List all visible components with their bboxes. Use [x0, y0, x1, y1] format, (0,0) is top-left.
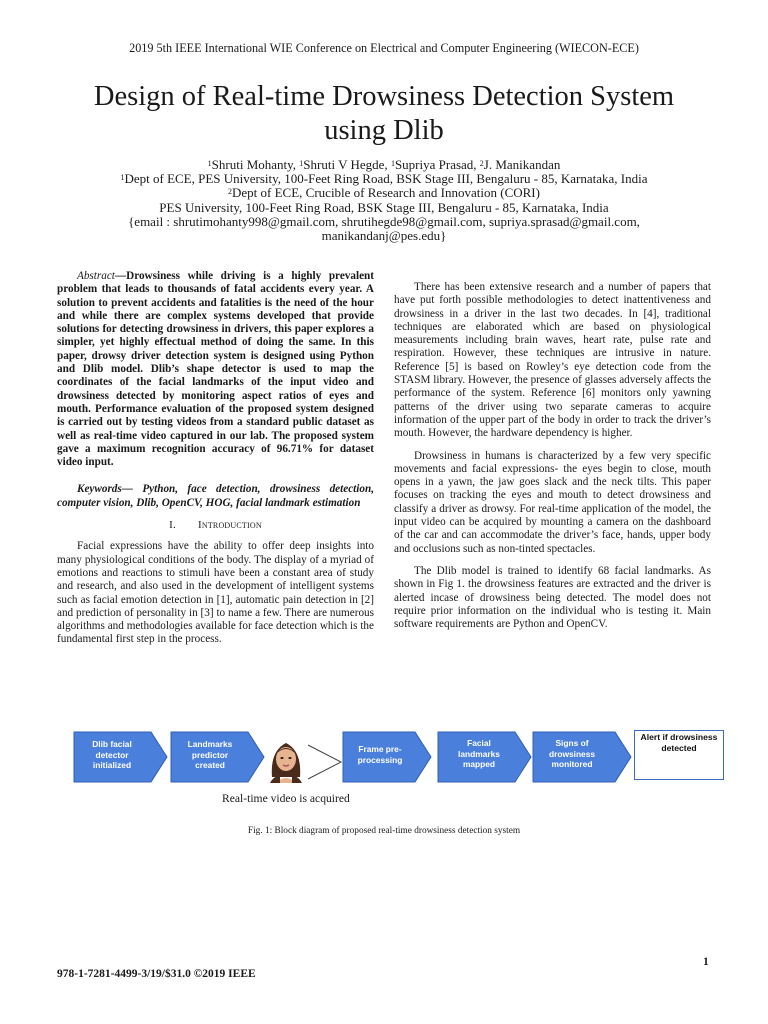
- affiliation-2-sup: 2: [228, 187, 233, 197]
- alert-box: [634, 730, 724, 780]
- author-1-sup: 1: [207, 159, 212, 168]
- page-number: 1: [703, 956, 709, 968]
- affiliation-2-text: Dept of ECE, Crucible of Research and Innovation (CORI): [232, 185, 540, 201]
- block5-line1: Signs of: [555, 738, 589, 748]
- author-4: J. Manikandan: [483, 157, 561, 172]
- block2-line2: predictor: [191, 749, 229, 760]
- block3-line1: Frame pre-: [358, 744, 402, 754]
- emails-line-1: {email : shrutimohanty998@gmail.com, shrutihegde98@gmail.com, supriya.sprasad@gmail.com,: [128, 213, 640, 229]
- alert-line2: detected: [661, 742, 697, 753]
- right-column: [394, 281, 711, 638]
- section-heading-introduction: [57, 519, 374, 532]
- author-1: Shruti Mohanty,: [211, 157, 300, 172]
- affiliation-2: [30, 186, 738, 200]
- block-signs-label: [532, 738, 612, 770]
- author-3: Supriya Prasad,: [394, 157, 480, 172]
- footer-isbn: 978-1-7281-4499-3/19/$31.0 ©2019 IEEE: [57, 968, 256, 980]
- block5-line2: drowsiness: [548, 748, 596, 759]
- block4-line2: landmarks: [458, 748, 500, 759]
- block4-line1: Facial: [467, 738, 491, 748]
- title-line-1: Design of Real-time Drowsiness Detection System: [93, 81, 675, 112]
- right-paragraph-3: The Dlib model is trained to identify 68 facial landmarks. As shown in Fig 1. the drowsiness features are extracted and the driver is alerted incase of drowsiness being detected. The model does not require prior information on the individual who is testing it. Main software requirements are Python and OpenCV.: [394, 564, 711, 631]
- alert-line1: Alert if drowsiness: [640, 732, 718, 742]
- left-column: [57, 270, 374, 654]
- author-block: [30, 158, 738, 243]
- block-frame-preprocessing: [342, 731, 432, 783]
- block1-line2: detector: [95, 749, 129, 760]
- affiliation-1-text: Dept of ECE, PES University, 100-Feet Ring Road, BSK Stage III, Bengaluru - 85, Karnataka, India: [124, 171, 648, 187]
- block-signs-drowsiness: [532, 731, 632, 783]
- abstract: [57, 270, 374, 469]
- author-names: [30, 158, 738, 172]
- author-2: Shruti V Hegde,: [303, 157, 391, 172]
- face-avatar-icon: [266, 737, 306, 783]
- affiliation-1: [30, 172, 738, 186]
- right-paragraph-2: Drowsiness in humans is characterized by a few very specific movements and facial expressions- the eyes begin to close, mouth opens in a yawn, the jaw goes slack and the neck tilts. This paper focuses on tracking the eyes and mouth to detect drowsiness and classify a driver as drowsy. For real-time application of the model, the input video can be acquired by mounting a camera on the dashboard of the car and can accommodate the driver’s face, hands, upper body and occlusions such as non-tinted spectacles.: [394, 449, 711, 555]
- abstract-label: Abstract: [77, 270, 115, 282]
- chevron-connector-icon: [307, 744, 343, 785]
- block-facial-label: [437, 738, 521, 770]
- section-title: Introduction: [197, 519, 262, 532]
- block1-line3: initialized: [92, 760, 132, 770]
- block-facial-landmarks: [437, 731, 532, 783]
- video-caption: Real-time video is acquired: [222, 792, 350, 805]
- block1-line1: Dlib facial: [92, 739, 132, 749]
- title-line-2: using Dlib: [324, 115, 444, 146]
- intro-paragraph: Facial expressions have the ability to offer deep insights into many physiological conditions of the body. The display of a myriad of emotions and reactions to stimuli have been a constant area of study and research, and also used in the development of intelligent systems such as facial emotion detection in [1], automatic pain detection in [2] and prediction of personality in [3] to name a few. There are numerous algorithms and methodologies available for face detection which is the fundamental first step in the process.: [57, 540, 374, 646]
- block-landmarks-label: [170, 739, 250, 771]
- affiliation-1-sup: 1: [120, 173, 125, 183]
- keywords: [57, 483, 374, 510]
- block3-line2: processing: [357, 754, 403, 765]
- block-dlib-detector: [73, 731, 168, 783]
- abstract-text: Drowsiness while driving is a highly prevalent problem that leads to thousands of fatal accidents every year. A solution to prevent accidents and fatalities is the need of the hour and while there are complex systems developed that provide solutions for detecting drowsiness in drivers, this paper explores a simpler, yet highly effectual method of doing the same. In this paper, drowsy driver detection system is designed using Python and Dlib model. Dlib’s shape detector is used to map the coordinates of the facial landmarks of the input video and drowsiness detected by monitoring aspect ratios of eyes and mouth. Performance evaluation of the proposed system designed is carried out by testing videos from a standard public dataset as well as real-time video captured in our lab. The proposed system gave a maximum recognition accuracy of 96.71% for dataset video input.: [57, 270, 374, 469]
- author-3-sup: 1: [390, 159, 395, 168]
- keywords-text: Python, face detection, drowsiness detection, computer vision, Dlib, OpenCV, HOG, facial landmark estimation: [57, 483, 374, 509]
- right-paragraph-1: There has been extensive research and a number of papers that have put forth possible methodologies to detect inattentiveness and drowsiness in a driver in the last two decades. In [4], traditional techniques are elaborated which are based on physiological measurements including brain waves, heart rate, pulse rate and respiration. However, these techniques are intrusive in nature. Reference [5] is based on Rowley’s eye detection code from the STASM library. However, the presence of glasses adversely affects the performance of the system. Reference [6] monitors only yawning patterns of the driver using two separate cameras to acquire information of the upper part of the body in order to track the driver’s mouth. However, the hardware dependency is higher.: [394, 281, 711, 440]
- author-4-sup: 2: [479, 159, 484, 168]
- emails-line-2: manikandanj@pes.edu}: [321, 228, 447, 244]
- keywords-label: Keywords—: [77, 483, 133, 496]
- abstract-dash: —: [114, 270, 127, 282]
- block2-line3: created: [195, 760, 225, 770]
- conference-header: 2019 5th IEEE International WIE Conference on Electrical and Computer Engineering (WIECON-ECE): [129, 41, 639, 55]
- section-number: I.: [169, 519, 176, 532]
- paper-title: [30, 80, 738, 148]
- figure-caption: Fig. 1: Block diagram of proposed real-time drowsiness detection system: [247, 826, 521, 836]
- block-frame-label: [342, 744, 418, 765]
- block-landmarks-predictor: [170, 731, 265, 783]
- affiliation-2b: PES University, 100-Feet Ring Road, BSK Stage III, Bengaluru - 85, Karnataka, India: [159, 199, 609, 215]
- block-dlib-label: [73, 739, 151, 771]
- author-2-sup: 1: [299, 159, 304, 168]
- block2-line1: Landmarks: [187, 739, 233, 749]
- block5-line3: monitored: [551, 759, 593, 769]
- block4-line3: mapped: [462, 759, 496, 769]
